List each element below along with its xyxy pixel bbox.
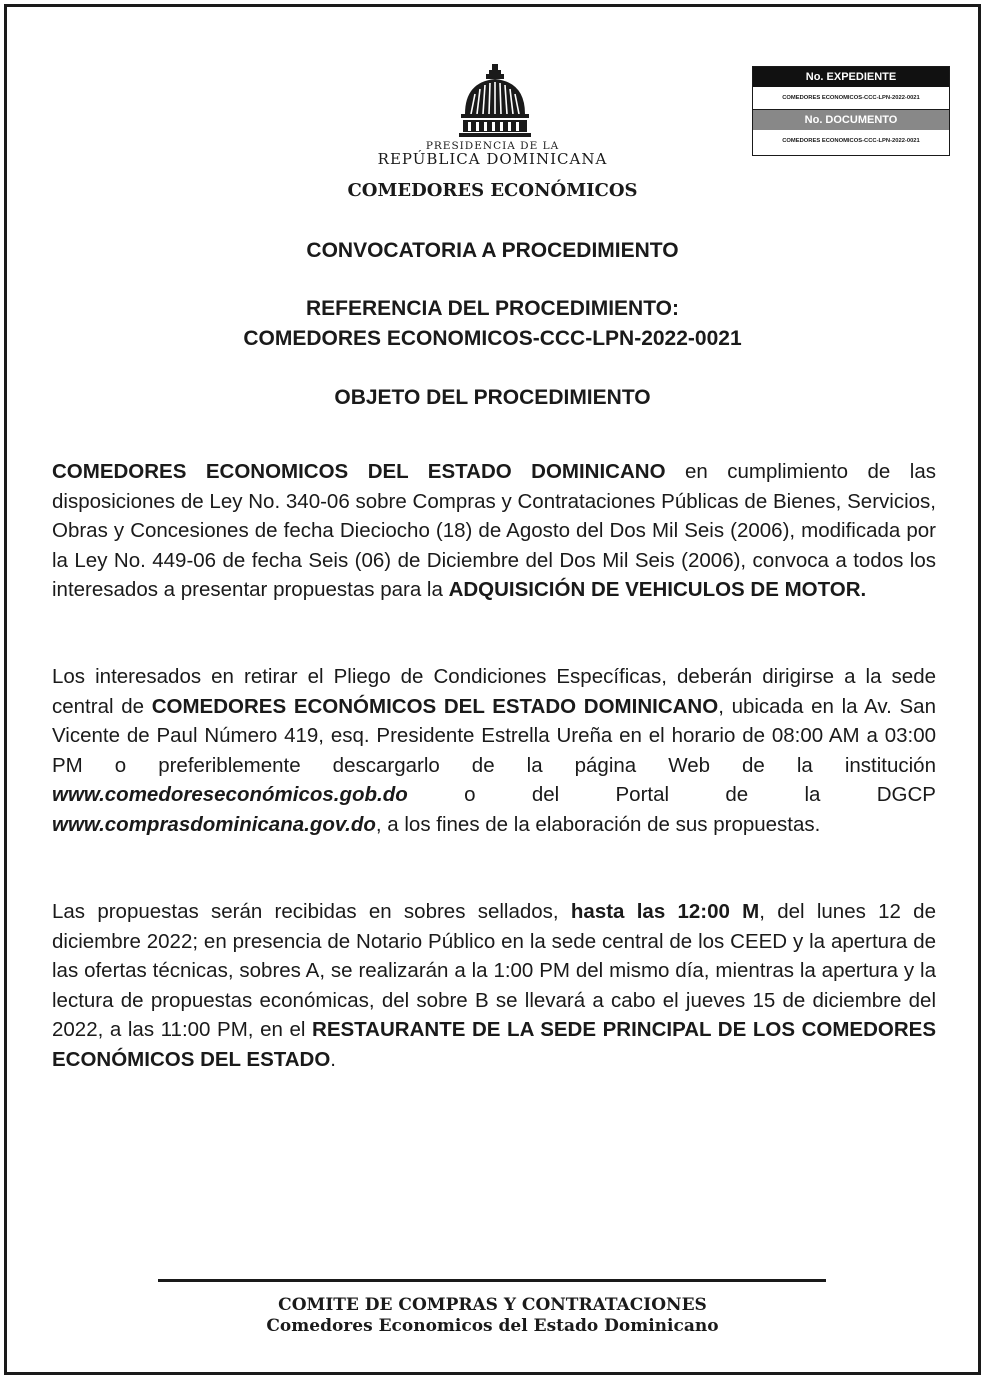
documento-value: COMEDORES ECONOMICOS-CCC-LPN-2022-0021: [782, 138, 920, 144]
paragraph-propuestas: [52, 897, 936, 1074]
heading-referencia-value: COMEDORES ECONOMICOS-CCC-LPN-2022-0021: [243, 327, 742, 350]
heading-convocatoria: CONVOCATORIA A PROCEDIMIENTO: [306, 239, 679, 262]
org-republica: REPÚBLICA DOMINICANA: [377, 150, 608, 168]
website-link[interactable]: www.comedoreseconómicos.gob.do: [52, 783, 408, 806]
org-presidencia: PRESIDENCIA DE LA: [425, 140, 560, 152]
signature-committee: COMITE DE COMPRAS Y CONTRATACIONES: [278, 1295, 707, 1315]
heading-referencia-label: REFERENCIA DEL PROCEDIMIENTO:: [306, 297, 679, 320]
paragraph-text: o del Portal de la DGCP: [407, 783, 936, 806]
entity-name: COMEDORES ECONÓMICOS DEL ESTADO DOMINICANO: [151, 694, 719, 718]
national-palace-dome-logo: [455, 62, 535, 142]
paragraph-text: , del lunes 12 de diciembre 2022; en presencia de Notario Público en la sede central de los CEED y la apertura de las ofertas técnicas, sobres A, se realizarán a la 1:00 PM del mismo día, mientras la apertura y la lectura de propuestas económicas, del sobre B se llevará a cabo el jueves 15 de diciembre del 2022, a las 11:00 PM, en el: [52, 900, 936, 1041]
expediente-box: [752, 66, 950, 156]
paragraph-text: .: [330, 1047, 336, 1071]
deadline: hasta las 12:00 M: [570, 900, 760, 923]
expediente-value: COMEDORES ECONOMICOS-CCC-LPN-2022-0021: [753, 87, 949, 110]
paragraph-pliego: [52, 662, 936, 839]
heading-objeto: OBJETO DEL PROCEDIMIENTO: [334, 386, 651, 409]
paragraph-text: , a los fines de la elaboración de sus propuestas.: [375, 812, 821, 836]
procurement-object: ADQUISICIÓN DE VEHICULOS DE MOTOR.: [448, 578, 867, 601]
paragraph-text: Las propuestas serán recibidas en sobres sellados,: [52, 900, 571, 923]
paragraph-convocatoria: [52, 457, 936, 605]
portal-link[interactable]: www.comprasdominicana.gov.do: [52, 812, 376, 836]
entity-name: COMEDORES ECONOMICOS DEL ESTADO DOMINICANO: [52, 460, 666, 483]
expediente-label: No. EXPEDIENTE: [753, 67, 949, 87]
paragraph-text: , ubicada en la Av. San Vicente de Paul Número 419, esq. Presidente Estrella Ureña en el horario de 08:00 AM a 03:00 PM o preferiblemente descargarlo de la página Web de la institución: [52, 694, 936, 777]
venue: RESTAURANTE DE LA SEDE PRINCIPAL DE LOS COMEDORES ECONÓMICOS DEL ESTADO: [52, 1018, 936, 1071]
documento-label: No. DOCUMENTO: [753, 110, 949, 130]
paragraph-text: Los interesados en retirar el Pliego de Condiciones Específicas, deberán dirigirse a la sede central de: [52, 665, 936, 718]
paragraph-text: en cumplimiento de las disposiciones de Ley No. 340-06 sobre Compras y Contrataciones Públicas de Bienes, Servicios, Obras y Concesiones de fecha Dieciocho (18) de Agosto del Dos Mil Seis (2006), modificada por la Ley No. 449-06 de fecha Seis (06) de Diciembre del Dos Mil Seis (2006), convoca a todos los interesados a presentar propuestas para la: [52, 460, 936, 601]
signature-institution: Comedores Economicos del Estado Dominicano: [266, 1316, 719, 1336]
org-comedores: COMEDORES ECONÓMICOS: [347, 180, 638, 201]
signature-line: [158, 1279, 826, 1282]
